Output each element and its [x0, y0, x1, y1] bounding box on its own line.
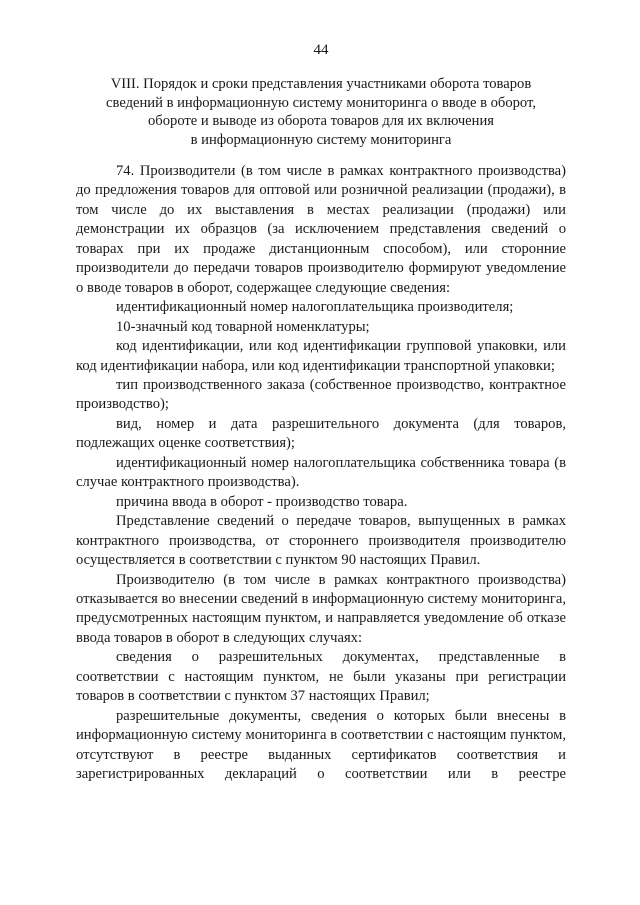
paragraph-refusal-case: разрешительные документы, сведения о которых были внесены в информационную систему мониторинга в соответствии с настоящим пунктом, отсутствуют в реестре выданных сертификатов соответствия и зарегистрированных деклараций о соответствии или в реестре: [76, 707, 566, 783]
paragraph-list-item: тип производственного заказа (собственное производство, контрактное производство);: [76, 376, 566, 413]
section-title-line: в информационную систему мониторинга: [190, 131, 452, 148]
body-text: [76, 162, 566, 785]
paragraph-list-item: вид, номер и дата разрешительного документа (для товаров, подлежащих оценке соответствия);: [76, 415, 566, 452]
paragraph-list-item: идентификационный номер налогоплательщика производителя;: [116, 299, 514, 316]
section-title-line: сведений в информационную систему мониторинга о вводе в оборот,: [106, 94, 536, 111]
paragraph-refusal-case: сведения о разрешительных документах, представленные в соответствии с настоящим пунктом, не были указаны при регистрации товаров в соответствии с пунктом 37 настоящих Правил;: [76, 649, 566, 705]
paragraph-refusal: Производителю (в том числе в рамках контрактного производства) отказывается во внесении сведений в информационную систему мониторинга, предусмотренных настоящим пунктом, и направляется уведомление об отказе ввода товаров в оборот в следующих случаях:: [76, 571, 566, 646]
section-title-line: обороте и выводе из оборота товаров для их включения: [148, 113, 494, 129]
paragraph-list-item: 10-значный код товарной номенклатуры;: [116, 318, 370, 335]
paragraph-list-item: причина ввода в оборот - производство товара.: [116, 493, 408, 510]
paragraph-list-item: код идентификации, или код идентификации групповой упаковки, или код идентификации набора, или код идентификации транспортной упаковки;: [76, 338, 566, 374]
section-title-line: VIII. Порядок и сроки представления участниками оборота товаров: [110, 76, 532, 92]
paragraph-clause-74: 74. Производители (в том числе в рамках контрактного производства) до предложения товаров для оптовой или розничной реализации (продажи), в том числе до их выставления в местах реализации (продажи) или демонстрации их образцов (за исключением представления сведений о товарах при их продаже дистанционным способом), или сторонние производители до передачи товаров производителю формируют уведомление о вводе товаров в оборот, содержащее следующие сведения:: [76, 163, 566, 296]
section-title: [76, 75, 566, 149]
paragraph-list-item: идентификационный номер налогоплательщика собственника товара (в случае контрактного производства).: [76, 454, 566, 491]
paragraph-contract-production: Представление сведений о передаче товаров, выпущенных в рамках контрактного производства, от стороннего производителя производителю осуществляется в соответствии с пунктом 90 настоящих Правил.: [76, 513, 566, 569]
page-number: 44: [313, 42, 329, 58]
